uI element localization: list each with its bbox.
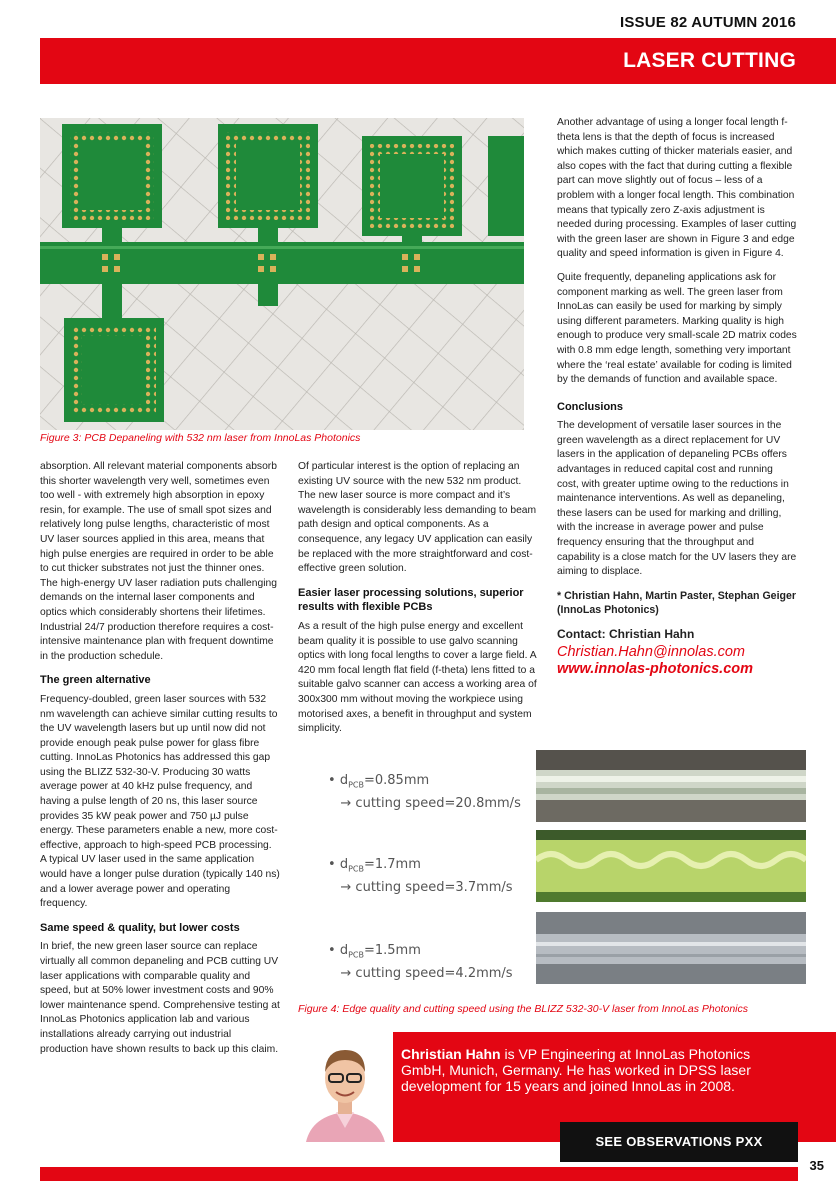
conclusions-heading: Conclusions: [557, 400, 624, 413]
conclusions-text: The development of versatile laser sources in the green wavelength as a direct replacement for UV lasers in the application of depaneling PCBs offers advantages in reduced capital cost and running cost, with greater uptime owing to the reductions in maintenance interventions. As well as depaneling, these lasers can be used for marking and drilling, with the increase in average power and pulse frequency ensuring that the throughput and capability is a close match for the UV lasers they are aiming to displace.: [557, 420, 797, 578]
edge-photo-1: [536, 750, 806, 822]
author-portrait: [298, 1032, 393, 1142]
page-number: 35: [809, 1158, 824, 1173]
green-alternative-heading: The green alternative: [40, 674, 151, 687]
issue-label: ISSUE 82 AUTUMN 2016: [619, 14, 796, 31]
figure4-item: • $d_{PCB}=1.5mm$ → cutting speed=4.2mm/s: [328, 943, 513, 981]
edge-photo-3: [536, 912, 806, 984]
middle-column: [298, 460, 538, 746]
figure4-item: • $d_{PCB}=0.85mm$ → cutting speed=20.8mm/s: [328, 773, 521, 811]
website-link[interactable]: www.innolas-photonics.com: [557, 660, 754, 677]
paragraph: Another advantage of using a longer focal length f-theta lens is that the depth of focus is increased which makes cutting of thicker materials easier, and also copes with the fact that during cutting a flexible part can move slightly out of focus – less of a problem with a longer focal length. This combination means that typically zero Z-axis adjustment is needed during processing. Examples of laser cutting with the green laser are shown in Figure 3 and edge quality and speed information is given in Figure 4.: [557, 117, 797, 260]
paragraph: Frequency-doubled, green laser sources with 532 nm wavelength can achieve similar cutting results to the UV wavelength lasers but up until now did not provide enough peak pulse power for glass fibre cutting. InnoLas Photonics has addressed this gap using the BLIZZ 532-30-V. Producing 30 watts average power at 40 kHz pulse frequency, and having a pulse length of 20 ns, this laser source provides 35 kW peak power and 750 µJ pulse energy. These parameters enable a new, more cost-effective, approach to high-speed PCB processing. A typical UV laser used in the same application would have a longer pulse duration (typically 140 ns) and a lower average power and operating frequency.: [40, 693, 280, 910]
author-bio-text: [401, 1046, 791, 1094]
author-name: Christian Hahn: [401, 1046, 501, 1062]
pcb-photo-image: [40, 118, 524, 430]
paragraph: absorption. All relevant material components absorb this shorter wavelength very well, sometimes even too well - with extremely high absorption in epoxy resin, for example. The use of small spot sizes and relatively long pulse lengths, characteristic of most UV laser sources applied in this area, means that high pulse energies are required in order to be able to cut thicker substrates not just the thinner ones. The high-energy UV laser radiation puts challenging demands on the internal laser components and optics which considerably shortens their lifetimes. Industrial 24/7 production therefore requires a cost-intensive maintenance plan with frequent downtime in the production schedule.: [40, 461, 277, 662]
edge-photo-2: [536, 830, 806, 902]
easier-processing-heading: Easier laser processing solutions, superior results with flexible PCBs: [298, 586, 524, 614]
figure3-caption: Figure 3: PCB Depaneling with 532 nm laser from InnoLas Photonics: [40, 432, 361, 444]
left-column: [40, 460, 280, 1066]
figure4-item: • $d_{PCB}=1.7mm$ → cutting speed=3.7mm/s: [328, 857, 513, 895]
authors: * Christian Hahn, Martin Paster, Stephan Geiger (InnoLas Photonics): [557, 589, 797, 617]
paragraph: Of particular interest is the option of replacing an existing UV source with the new 532 nm product. The new laser source is more compact and it’s wavelength is considerably less demanding to beam path design and optical components. As a consequence, any legacy UV application can easily be replaced with the more straightforward and cost-effective green solution.: [298, 461, 537, 575]
right-column-top: [557, 116, 797, 678]
bio-description: is VP Engineering at InnoLas Photonics GmbH, Munich, Germany. He has worked in DPSS laser development for 15 years and joined InnoLas in 2008.: [401, 1046, 751, 1094]
paragraph: As a result of the high pulse energy and excellent beam quality it is possible to use galvo scanning optics with long focal lengths to cover a large field. A 420 mm focal length flat field (f-theta) lens fitted to a suitable galvo scanner can access a working area of 300x300 mm without moving the workpiece using motorised axes, a benefit in throughput and system simplicity.: [298, 620, 537, 735]
contact-label: Contact: Christian Hahn: [557, 627, 695, 641]
paragraph: Quite frequently, depaneling applications ask for component marking as well. The green laser from InnoLas can easily be used for marking by simply using different parameters. Marking quality is high enough to produce very small-scale 2D matrix codes with 0.8 mm edge length, something very important where the ‘real estate’ available for coding is limited by the demands of function and available space.: [557, 271, 797, 386]
figure3-photo: [40, 118, 524, 430]
footer-bar: [40, 1167, 798, 1181]
section-title: LASER CUTTING: [623, 49, 796, 72]
figure4-caption: Figure 4: Edge quality and cutting speed using the BLIZZ 532-30-V laser from InnoLas Photonics: [298, 1003, 749, 1015]
email-link[interactable]: Christian.Hahn@innolas.com: [557, 643, 745, 660]
paragraph: In brief, the new green laser source can replace virtually all common depaneling and PCB cutting UV laser applications with comparable quality and speed, but at 50% lower investment costs and 90% lower maintenance spend. Comprehensive testing at InnoLas Photonics application lab and various installations already carrying out industrial production have shown results to back up this claim.: [40, 941, 280, 1055]
see-observations-button[interactable]: SEE OBSERVATIONS PXX: [560, 1122, 798, 1162]
figure4: [298, 750, 808, 990]
same-speed-heading: Same speed & quality, but lower costs: [40, 921, 240, 934]
